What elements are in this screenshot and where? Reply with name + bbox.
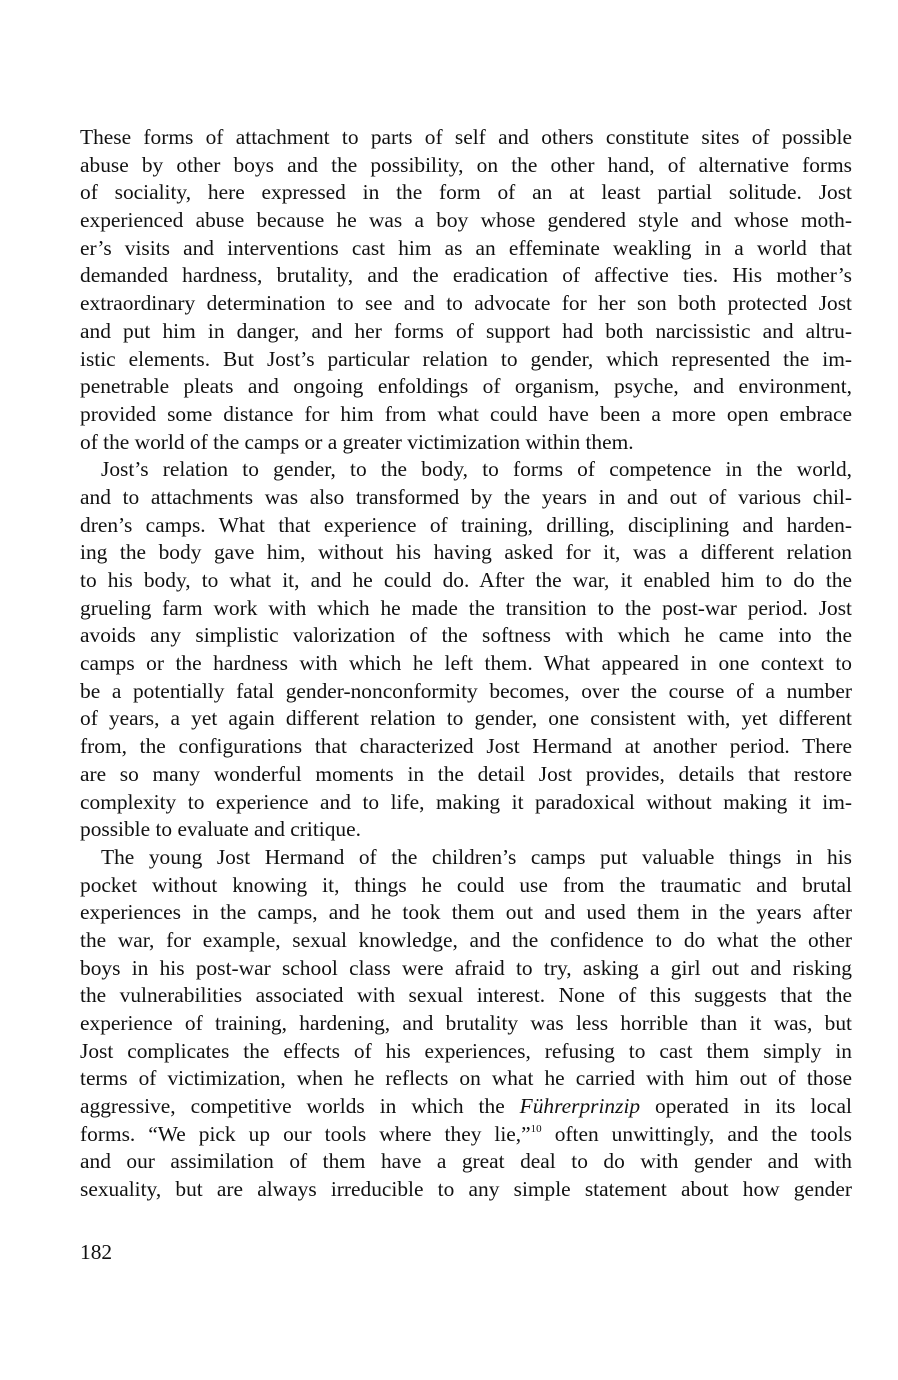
- text-span: forms. “We pick up our tools where they lie,”: [80, 1121, 531, 1146]
- text-line: ing the body gave him, without his having asked for it, was a different relation: [80, 540, 852, 565]
- text-span: aggressive, competitive worlds in which the: [80, 1094, 520, 1119]
- text-line: avoids any simplistic valorization of the softness with which he came into the: [80, 623, 852, 648]
- text-line: possible to evaluate and critique.: [80, 817, 361, 842]
- text-line: the war, for example, sexual knowledge, and the confidence to do what the other: [80, 927, 852, 952]
- text-line: istic elements. But Jost’s particular relation to gender, which represented the im-: [80, 346, 852, 371]
- text-line: and to attachments was also transformed by the years in and out of various chil-: [80, 484, 852, 509]
- text-line: experiences in the camps, and he took them out and used them in the years after: [80, 900, 852, 925]
- text-line: be a potentially fatal gender-nonconformity becomes, over the course of a number: [80, 678, 852, 703]
- text-line: of sociality, here expressed in the form of an at least partial solitude. Jost: [80, 180, 852, 205]
- text-line: Jost complicates the effects of his experiences, refusing to cast them simply in: [80, 1038, 852, 1063]
- text-line: provided some distance for him from what could have been a more open embrace: [80, 401, 852, 426]
- text-line: Jost’s relation to gender, to the body, to forms of competence in the world,: [101, 457, 852, 482]
- page-number: 182: [80, 1240, 113, 1264]
- text-line: These forms of attachment to parts of self and others constitute sites of possible: [80, 125, 852, 149]
- text-span: operated in its local: [640, 1094, 852, 1119]
- text-line: The young Jost Hermand of the children’s camps put valuable things in his: [101, 844, 852, 869]
- text-line: from, the configurations that characterized Jost Hermand at another period. There: [80, 734, 852, 759]
- paragraph-1: [80, 124, 852, 456]
- text-line: experience of training, hardening, and brutality was less horrible than it was, but: [80, 1011, 852, 1035]
- text-span: often unwittingly, and the tools: [541, 1121, 853, 1146]
- text-line: complexity to experience and to life, making it paradoxical without making it im-: [80, 789, 852, 814]
- text-line: and our assimilation of them have a great deal to do with gender and with: [80, 1149, 852, 1174]
- text-line: of the world of the camps or a greater victimization within them.: [80, 429, 634, 454]
- text-line: demanded hardness, brutality, and the eradication of affective ties. His mother’s: [80, 263, 852, 288]
- text-line: experienced abuse because he was a boy whose gendered style and whose moth-: [80, 208, 852, 233]
- italic-term: Führerprinzip: [519, 1094, 641, 1119]
- paragraph-2: [80, 456, 852, 844]
- text-line: grueling farm work with which he made the transition to the post-war period. Jost: [80, 595, 852, 620]
- text-line: the vulnerabilities associated with sexual interest. None of this suggests that the: [80, 983, 852, 1008]
- footnote-marker: 10: [530, 1122, 542, 1135]
- text-line: boys in his post-war school class were afraid to try, asking a girl out and risking: [80, 955, 852, 980]
- text-line: and put him in danger, and her forms of support had both narcissistic and altru-: [80, 318, 852, 343]
- text-line: terms of victimization, when he reflects on what he carried with him out of those: [80, 1066, 852, 1091]
- text-line: dren’s camps. What that experience of training, drilling, disciplining and harden-: [80, 512, 852, 537]
- text-line: camps or the hardness with which he left them. What appeared in one context to: [80, 651, 852, 676]
- text-line-italic: [80, 1093, 852, 1121]
- text-line: extraordinary determination to see and to advocate for her son both protected Jost: [80, 291, 852, 316]
- text-line: to his body, to what it, and he could do. After the war, it enabled him to do the: [80, 568, 852, 592]
- page-body: [80, 124, 852, 1204]
- text-line: penetrable pleats and ongoing enfoldings of organism, psyche, and environment,: [80, 374, 852, 399]
- text-line: pocket without knowing it, things he could use from the traumatic and brutal: [80, 872, 852, 897]
- text-line: er’s visits and interventions cast him as an effeminate weakling in a world that: [80, 235, 852, 260]
- text-line: of years, a yet again different relation to gender, one consistent with, yet different: [80, 706, 852, 731]
- text-line-footnote: [80, 1121, 852, 1149]
- text-line: abuse by other boys and the possibility, on the other hand, of alternative forms: [80, 152, 852, 177]
- paragraph-3: [80, 844, 852, 1204]
- text-line: are so many wonderful moments in the detail Jost provides, details that restore: [80, 761, 852, 786]
- text-line: sexuality, but are always irreducible to any simple statement about how gender: [80, 1177, 852, 1202]
